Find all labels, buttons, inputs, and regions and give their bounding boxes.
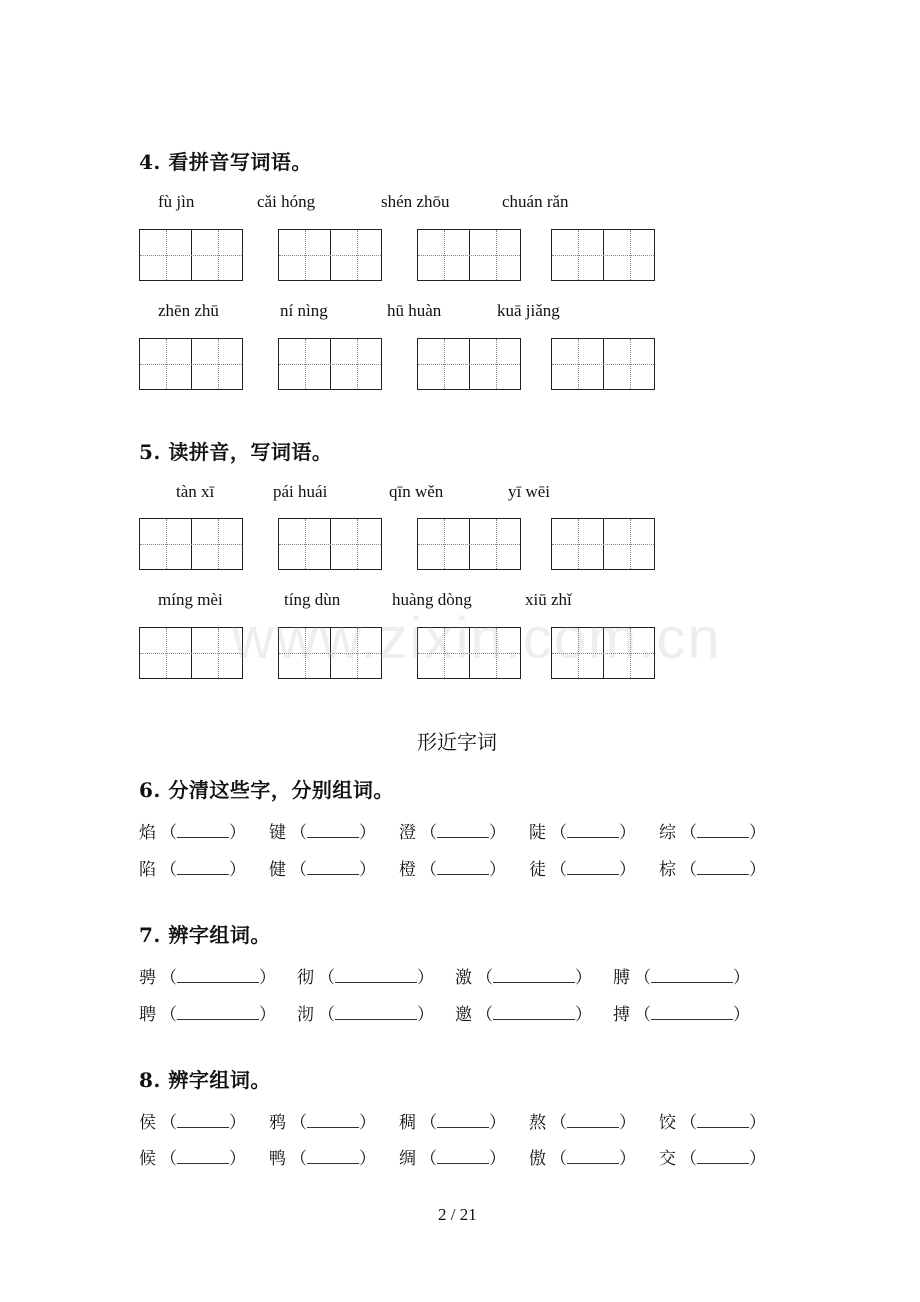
answer-blank[interactable] [307, 1113, 359, 1128]
pinyin-label: cǎi hóng [257, 192, 316, 211]
word-item: 骋 （ ） [139, 968, 276, 988]
word-item: 鸭 （ ） [269, 1149, 376, 1169]
section-4-heading: 4. 看拼音写词语。 [139, 150, 312, 174]
pinyin-label: pái huái [273, 482, 328, 501]
word-item: 搏 （ ） [613, 1005, 750, 1025]
word-item: 交 （ ） [659, 1149, 766, 1169]
word-item: 熬 （ ） [529, 1113, 636, 1133]
answer-blank[interactable] [567, 823, 619, 838]
pinyin-label: hū huàn [387, 301, 442, 320]
writing-grid[interactable] [139, 627, 243, 679]
watermark: www.zixin.com.cn [232, 606, 722, 671]
pinyin-label: ní nìng [280, 301, 328, 320]
pinyin-label: xiū zhǐ [525, 590, 572, 609]
answer-blank[interactable] [493, 1005, 575, 1020]
word-item: 鸦 （ ） [269, 1113, 376, 1133]
word-item: 候 （ ） [139, 1149, 246, 1169]
word-item: 陷 （ ） [139, 860, 246, 880]
answer-blank[interactable] [697, 1113, 749, 1128]
word-item: 激 （ ） [455, 968, 592, 988]
word-item: 澄 （ ） [399, 823, 506, 843]
answer-blank[interactable] [177, 1149, 229, 1164]
section-7-heading: 7. 辨字组词。 [139, 923, 271, 947]
pinyin-label: huàng dòng [392, 590, 472, 609]
writing-grid[interactable] [417, 518, 521, 570]
word-item: 陡 （ ） [529, 823, 636, 843]
writing-grid[interactable] [551, 338, 655, 390]
answer-blank[interactable] [567, 1113, 619, 1128]
answer-blank[interactable] [177, 860, 229, 875]
word-item: 沏 （ ） [297, 1005, 434, 1025]
pinyin-label: míng mèi [158, 590, 223, 609]
word-item: 徒 （ ） [529, 860, 636, 880]
word-item: 绸 （ ） [399, 1149, 506, 1169]
answer-blank[interactable] [437, 1113, 489, 1128]
word-item: 邀 （ ） [455, 1005, 592, 1025]
writing-grid[interactable] [551, 229, 655, 281]
word-item: 聘 （ ） [139, 1005, 276, 1025]
writing-grid[interactable] [278, 518, 382, 570]
word-item: 侯 （ ） [139, 1113, 246, 1133]
word-item: 彻 （ ） [297, 968, 434, 988]
section-title: 形近字词 [417, 730, 497, 754]
writing-grid[interactable] [278, 338, 382, 390]
word-item: 焰 （ ） [139, 823, 246, 843]
word-item: 健 （ ） [269, 860, 376, 880]
pinyin-label: qīn wěn [389, 482, 444, 501]
word-item: 棕 （ ） [659, 860, 766, 880]
answer-blank[interactable] [493, 968, 575, 983]
answer-blank[interactable] [651, 1005, 733, 1020]
word-item: 傲 （ ） [529, 1149, 636, 1169]
pinyin-label: shén zhōu [381, 192, 450, 211]
writing-grid[interactable] [139, 229, 243, 281]
answer-blank[interactable] [335, 968, 417, 983]
answer-blank[interactable] [567, 860, 619, 875]
word-item: 橙 （ ） [399, 860, 506, 880]
pinyin-label: fù jìn [158, 192, 195, 211]
answer-blank[interactable] [307, 860, 359, 875]
word-item: 稠 （ ） [399, 1113, 506, 1133]
pinyin-label: tíng dùn [284, 590, 341, 609]
answer-blank[interactable] [307, 1149, 359, 1164]
answer-blank[interactable] [335, 1005, 417, 1020]
writing-grid[interactable] [278, 229, 382, 281]
answer-blank[interactable] [177, 968, 259, 983]
writing-grid[interactable] [139, 518, 243, 570]
writing-grid[interactable] [139, 338, 243, 390]
word-item: 综 （ ） [659, 823, 766, 843]
answer-blank[interactable] [697, 823, 749, 838]
word-item: 膊 （ ） [613, 968, 750, 988]
answer-blank[interactable] [697, 1149, 749, 1164]
word-item: 饺 （ ） [659, 1113, 766, 1133]
answer-blank[interactable] [307, 823, 359, 838]
answer-blank[interactable] [177, 1113, 229, 1128]
answer-blank[interactable] [437, 1149, 489, 1164]
page-number: 2 / 21 [438, 1205, 477, 1224]
pinyin-label: tàn xī [176, 482, 215, 501]
pinyin-label: yī wēi [508, 482, 551, 501]
answer-blank[interactable] [651, 968, 733, 983]
section-5-heading: 5. 读拼音，写词语。 [139, 440, 333, 464]
section-6-heading: 6. 分清这些字，分别组词。 [139, 778, 394, 802]
answer-blank[interactable] [437, 823, 489, 838]
pinyin-label: kuā jiǎng [497, 301, 560, 320]
answer-blank[interactable] [437, 860, 489, 875]
pinyin-label: zhēn zhū [158, 301, 219, 320]
section-8-heading: 8. 辨字组词。 [139, 1068, 271, 1092]
writing-grid[interactable] [551, 518, 655, 570]
writing-grid[interactable] [417, 338, 521, 390]
pinyin-label: chuán rǎn [502, 192, 569, 211]
word-item: 键 （ ） [269, 823, 376, 843]
writing-grid[interactable] [417, 229, 521, 281]
answer-blank[interactable] [697, 860, 749, 875]
answer-blank[interactable] [177, 1005, 259, 1020]
answer-blank[interactable] [177, 823, 229, 838]
answer-blank[interactable] [567, 1149, 619, 1164]
